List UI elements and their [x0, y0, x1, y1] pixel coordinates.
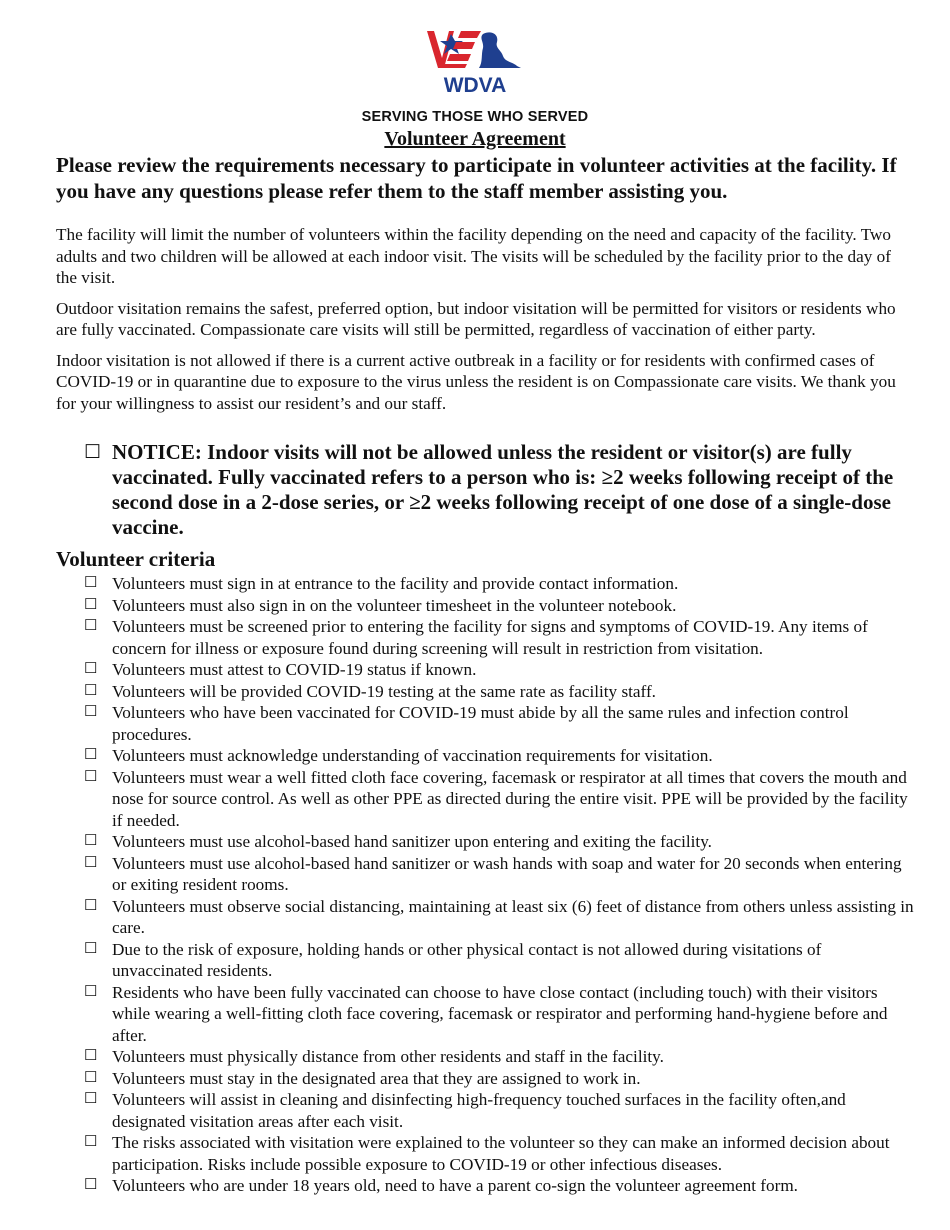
criteria-item: [84, 1132, 914, 1175]
intro-instructions: Please review the requirements necessary to participate in volunteer activities at the facility. If you have any questions please refer them to the staff member assisting you.: [56, 153, 897, 203]
criteria-list: [84, 573, 914, 1197]
criteria-item: [84, 853, 914, 896]
criteria-item-text: Volunteers who have been vaccinated for COVID-19 must abide by all the same rules and infection control procedures.: [112, 703, 849, 744]
criteria-item: [84, 1046, 914, 1068]
criteria-item-text: Volunteers must use alcohol-based hand sanitizer or wash hands with soap and water for 20 seconds when entering or exiting resident rooms.: [112, 853, 902, 894]
criteria-item-text: Volunteers must wear a well fitted cloth face covering, facemask or respirator at all times that covers the mouth and nose for source control. As well as other PPE as directed during the entire visit. PPE will be provided by the facility if needed.: [112, 767, 908, 830]
criteria-item: [84, 982, 914, 1047]
criteria-item-text: Volunteers must attest to COVID-19 status if known.: [112, 660, 477, 679]
paragraph-outdoor: Outdoor visitation remains the safest, preferred option, but indoor visitation will be permitted for visitors or residents who are fully vaccinated. Compassionate care visits will still be permitted, regardless of vaccination of either party.: [56, 298, 896, 339]
notice-item: [84, 440, 914, 540]
criteria-item: [84, 573, 914, 595]
criteria-item-text: Volunteers will assist in cleaning and disinfecting high-frequency touched surfaces in the facility often,and designated visitation areas after each visit.: [112, 1090, 846, 1131]
criteria-checkbox[interactable]: ☐: [84, 618, 98, 634]
criteria-checkbox[interactable]: ☐: [84, 747, 98, 763]
criteria-item-text: Volunteers must also sign in on the volunteer timesheet in the volunteer notebook.: [112, 595, 677, 615]
notice-text: NOTICE: Indoor visits will not be allowed unless the resident or visitor(s) are fully vaccinated. Fully vaccinated refers to a person who is: ≥2 weeks following receipt of the second dose in a 2-dose series, or ≥2 weeks following receipt of one dose of a single-dose vaccine.: [112, 440, 894, 539]
document-title: Volunteer Agreement: [384, 128, 566, 150]
criteria-checkbox[interactable]: ☐: [84, 1048, 98, 1064]
criteria-checkbox[interactable]: ☐: [84, 833, 98, 849]
criteria-item: [84, 681, 914, 703]
criteria-item-text: Volunteers must stay in the designated area that they are assigned to work in.: [112, 1068, 641, 1088]
criteria-checkbox[interactable]: ☐: [84, 1091, 98, 1107]
criteria-checkbox[interactable]: ☐: [84, 854, 98, 871]
criteria-item: [84, 595, 914, 617]
criteria-item: [84, 767, 914, 832]
criteria-item-text: Volunteers will be provided COVID-19 testing at the same rate as facility staff.: [112, 681, 656, 701]
criteria-checkbox[interactable]: ☐: [84, 983, 98, 1000]
criteria-checkbox[interactable]: ☐: [84, 704, 98, 720]
paragraph-indoor: Indoor visitation is not allowed if there is a current active outbreak in a facility or for residents with confirmed cases of COVID-19 or in quarantine due to exposure to the virus unless the resident is on Compassionate care visits. We thank you for your willingness to assist our resident’s and our staff.: [56, 350, 896, 413]
paragraph-limits: The facility will limit the number of volunteers within the facility depending on the need and capacity of the facility. Two adults and two children will be allowed at each indoor visit. The visits will be scheduled by the facility prior to the day of the visit.: [56, 225, 892, 287]
criteria-item-text: Volunteers must physically distance from other residents and staff in the facility.: [112, 1047, 664, 1066]
criteria-item: [84, 745, 914, 767]
criteria-checkbox[interactable]: ☐: [84, 940, 98, 957]
criteria-checkbox[interactable]: ☐: [84, 596, 98, 613]
tagline: SERVING THOSE WHO SERVED: [361, 109, 589, 125]
wdva-logo: [425, 28, 525, 96]
criteria-checkbox[interactable]: ☐: [84, 1177, 98, 1193]
criteria-item: [84, 616, 914, 659]
criteria-item: [84, 896, 914, 939]
criteria-item-text: The risks associated with visitation were explained to the volunteer so they can make an informed decision about participation. Risks include possible exposure to COVID-19 or other infectious diseases.: [112, 1133, 890, 1174]
criteria-item-text: Volunteers must acknowledge understanding of vaccination requirements for visitation.: [112, 746, 713, 765]
criteria-item: [84, 1175, 914, 1197]
criteria-checkbox[interactable]: ☐: [84, 897, 98, 914]
criteria-heading: Volunteer criteria: [56, 547, 216, 571]
criteria-item: [84, 831, 914, 853]
criteria-checkbox[interactable]: ☐: [84, 1069, 98, 1086]
criteria-checkbox[interactable]: ☐: [84, 575, 98, 591]
criteria-item: [84, 659, 914, 681]
criteria-checkbox[interactable]: ☐: [84, 768, 98, 785]
criteria-item: [84, 1068, 914, 1090]
criteria-item-text: Residents who have been fully vaccinated can choose to have close contact (including touch) with their visitors while wearing a well-fitting cloth face covering, facemask or respirator and performing hand-hygiene before and after.: [112, 982, 888, 1045]
criteria-item-text: Volunteers must sign in at entrance to the facility and provide contact information.: [112, 574, 679, 593]
criteria-item-text: Volunteers who are under 18 years old, need to have a parent co-sign the volunteer agreement form.: [112, 1176, 798, 1195]
criteria-item: [84, 939, 914, 982]
criteria-item-text: Volunteers must be screened prior to entering the facility for signs and symptoms of COVID-19. Any items of concern for illness or exposure found during screening will result in restriction from visitation.: [112, 617, 868, 658]
criteria-checkbox[interactable]: ☐: [84, 682, 98, 699]
criteria-item: [84, 702, 914, 745]
logo-text: WDVA: [443, 74, 507, 96]
criteria-item: [84, 1089, 914, 1132]
criteria-checkbox[interactable]: ☐: [84, 661, 98, 677]
notice-checkbox[interactable]: ☐: [84, 442, 102, 463]
criteria-item-text: Volunteers must use alcohol-based hand sanitizer upon entering and exiting the facility.: [112, 832, 712, 851]
criteria-checkbox[interactable]: ☐: [84, 1134, 98, 1150]
criteria-item-text: Due to the risk of exposure, holding hands or other physical contact is not allowed during visitations of unvaccinated residents.: [112, 939, 822, 980]
criteria-item-text: Volunteers must observe social distancing, maintaining at least six (6) feet of distance from others unless assisting in care.: [112, 896, 914, 937]
info-paragraphs: [56, 224, 901, 423]
